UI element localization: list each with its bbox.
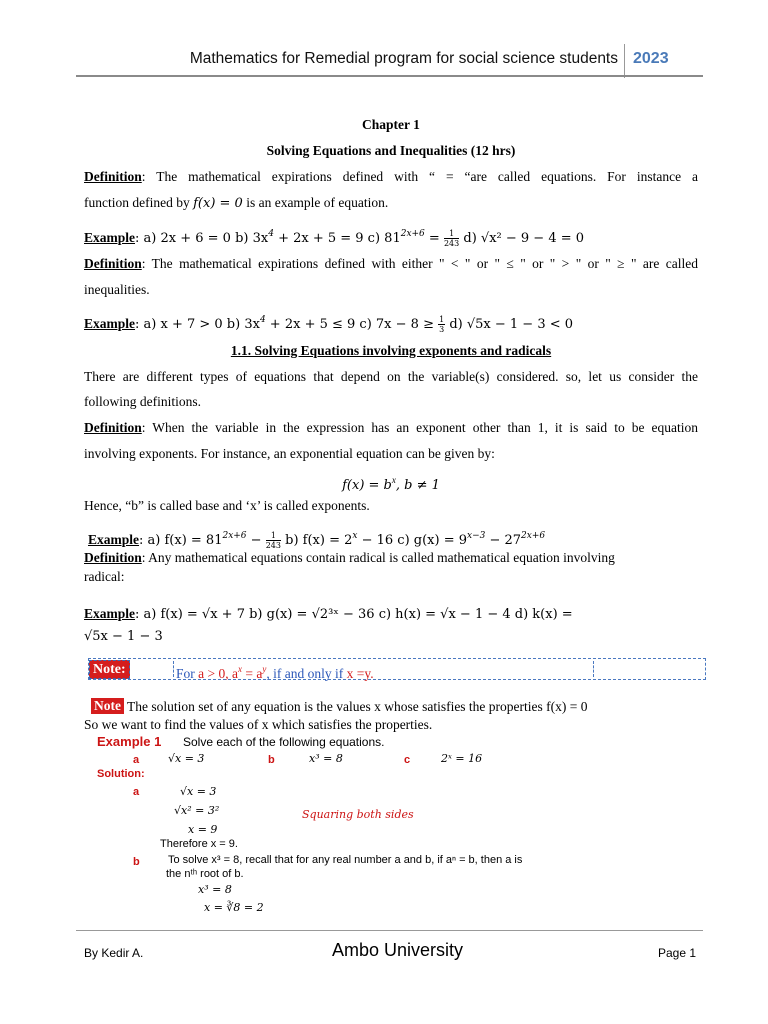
solution-step-2: √x² = 3² xyxy=(174,804,220,817)
ex1-c-sup: 2x+6 xyxy=(400,229,425,239)
formula-sup: x xyxy=(391,475,396,485)
solution-step-1: √x = 3 xyxy=(180,785,217,798)
note-2-text: The solution set of any equation is the values x whose satisfies the properties f(x) = 0 xyxy=(127,699,588,714)
ex1-a-sup: 4 xyxy=(268,229,274,239)
ex3-a: : a) f(x) = 81 xyxy=(139,533,223,548)
formula-main: f(x) = b xyxy=(342,478,392,493)
def1-math: f(x) = 0 xyxy=(193,196,243,211)
definition-1-text: : The mathematical expirations defined with “ = “are called equations. For instance a xyxy=(141,169,698,184)
definition-2-text: : The mathematical expirations defined with either " < " or " ≤ " or " > " or " ≥ " are called xyxy=(141,256,698,271)
note-2-line-2: So we want to find the values of x which satisfies the properties. xyxy=(84,717,433,732)
note-sup2: y xyxy=(262,664,267,674)
definition-label: Definition xyxy=(84,256,142,271)
example-image-title: Example 1 xyxy=(97,734,162,749)
example-label: Example xyxy=(84,230,136,245)
item-a-label: a xyxy=(133,754,140,766)
ex3-b-sup: x xyxy=(352,531,358,541)
note-2-label: Note xyxy=(91,698,124,714)
solution-a-label: a xyxy=(133,786,140,798)
definition-4-line-1 xyxy=(84,550,698,566)
solution-therefore: Therefore x = 9. xyxy=(160,838,238,850)
ex1-a2: + 2x + 5 = 9 c) 81 xyxy=(273,231,401,246)
definition-label: Definition xyxy=(84,420,142,435)
note-res: x =y. xyxy=(346,666,374,681)
header-divider xyxy=(624,44,625,78)
formula-post: , b ≠ 1 xyxy=(395,478,440,493)
definition-3-text: : When the variable in the expression has an exponent other than 1, it is said to be equation xyxy=(141,420,698,435)
solution-label: Solution: xyxy=(97,768,145,780)
definition-3-line-1 xyxy=(84,420,698,436)
header-title: Mathematics for Remedial program for social science students xyxy=(189,50,618,67)
note-sup1: x xyxy=(238,664,242,674)
header-year: 2023 xyxy=(633,50,669,67)
solution-step-3: x = 9 xyxy=(188,823,218,836)
ex3-fraction xyxy=(266,531,281,550)
solution-step-2-note: Squaring both sides xyxy=(302,808,414,821)
footer-page: Page 1 xyxy=(658,946,697,960)
definition-4-line-2: radical: xyxy=(84,569,125,584)
note-label: Note: xyxy=(89,660,130,679)
def1-post: is an example of equation. xyxy=(242,195,389,210)
frac-den: 243 xyxy=(443,239,460,248)
paragraph-line-2: following definitions. xyxy=(84,394,201,409)
ex3-c-sup2: 2x+6 xyxy=(521,531,546,541)
solution-b-step-1: x³ = 8 xyxy=(198,883,232,896)
frac-num: 1 xyxy=(439,315,445,324)
ex3-b2: − 16 c) g(x) = 9 xyxy=(357,533,467,548)
ex3-b: b) f(x) = 2 xyxy=(281,533,353,548)
solution-b-step-2: x = ∛8 = 2 xyxy=(204,901,264,914)
exponential-formula xyxy=(84,472,698,494)
note-pre: For xyxy=(176,666,199,681)
example-1 xyxy=(84,226,698,248)
ex1-fraction xyxy=(444,229,459,248)
note-mid: , if and only if xyxy=(266,666,347,681)
definition-2-line-1 xyxy=(84,256,698,272)
item-b-label: b xyxy=(268,754,275,766)
ex1-c-eq: = xyxy=(424,231,444,246)
item-c-label: c xyxy=(404,754,411,766)
section-title: 1.1. Solving Equations involving exponents and radicals xyxy=(230,343,552,358)
note-cond: a > 0, a xyxy=(198,666,238,681)
frac-den: 243 xyxy=(265,541,281,550)
ex4-line1: : a) f(x) = √x + 7 b) g(x) = √2³ˣ − 36 c) h(x) = √x − 1 − 4 d) k(x) = xyxy=(135,607,573,622)
example-4-line-1 xyxy=(84,606,698,623)
ex3-a-sup: 2x+6 xyxy=(222,531,247,541)
solution-b-label: b xyxy=(133,856,140,868)
definition-1-line-2 xyxy=(84,195,698,212)
definition-label: Definition xyxy=(84,169,142,184)
frac-den: 3 xyxy=(439,325,445,334)
definition-1-line-1 xyxy=(84,169,698,185)
note-text xyxy=(176,661,374,682)
paragraph-line-1: There are different types of equations that depend on the variable(s) considered. so, let us consider the xyxy=(84,369,698,384)
hence-text: Hence, “b” is called base and ‘x’ is called exponents. xyxy=(84,498,370,513)
ex2-a2: + 2x + 5 ≤ 9 c) 7x − 8 ≥ xyxy=(265,317,439,332)
ex1-d: d) √x² − 9 − 4 = 0 xyxy=(459,231,585,246)
definition-label: Definition xyxy=(84,550,142,565)
example-4-line-2: √5x − 1 − 3 xyxy=(84,629,163,644)
example-label: Example xyxy=(84,606,136,621)
chapter-title: Solving Equations and Inequalities (12 hrs) xyxy=(266,143,516,158)
definition-3-line-2: involving exponents. For instance, an exponential equation can be given by: xyxy=(84,446,495,461)
ex3-c2: − 27 xyxy=(485,533,522,548)
note-eq: = a xyxy=(242,666,263,681)
footer-university: Ambo University xyxy=(332,940,464,960)
footer-rule xyxy=(76,930,703,931)
ex2-a: : a) x + 7 > 0 b) 3x xyxy=(135,317,260,332)
ex1-a: : a) 2x + 6 = 0 b) 3x xyxy=(135,231,269,246)
ex2-a-sup: 4 xyxy=(259,315,266,325)
definition-2-line-2: inequalities. xyxy=(84,282,150,297)
solution-b-text-1: To solve x³ = 8, recall that for any real number a and b, if aⁿ = b, then a is xyxy=(168,854,523,866)
item-c-equation: 2ˣ = 16 xyxy=(441,752,483,765)
example-label: Example xyxy=(88,532,140,547)
frac-num: 1 xyxy=(266,531,281,541)
frac-num: 1 xyxy=(444,229,459,239)
definition-4-text: : Any mathematical equations contain radical is called mathematical equation involving xyxy=(141,550,615,565)
ex3-a-minus: − xyxy=(246,533,266,548)
solution-b-text-2: the nᵗʰ root of b. xyxy=(166,868,244,880)
example-3 xyxy=(88,528,702,550)
item-b-equation: x³ = 8 xyxy=(309,752,343,765)
example-image-instruction: Solve each of the following equations. xyxy=(183,735,385,749)
ex3-c-sup: x−3 xyxy=(467,531,486,541)
header-rule xyxy=(76,75,703,77)
example-2 xyxy=(84,312,698,334)
def1-pre: function defined by xyxy=(84,195,194,210)
footer-author: By Kedir A. xyxy=(84,946,144,960)
item-a-equation: √x = 3 xyxy=(168,752,205,765)
chapter-number: Chapter 1 xyxy=(362,117,420,132)
ex2-d: d) √5x − 1 − 3 < 0 xyxy=(445,317,574,332)
example-label: Example xyxy=(84,316,136,331)
